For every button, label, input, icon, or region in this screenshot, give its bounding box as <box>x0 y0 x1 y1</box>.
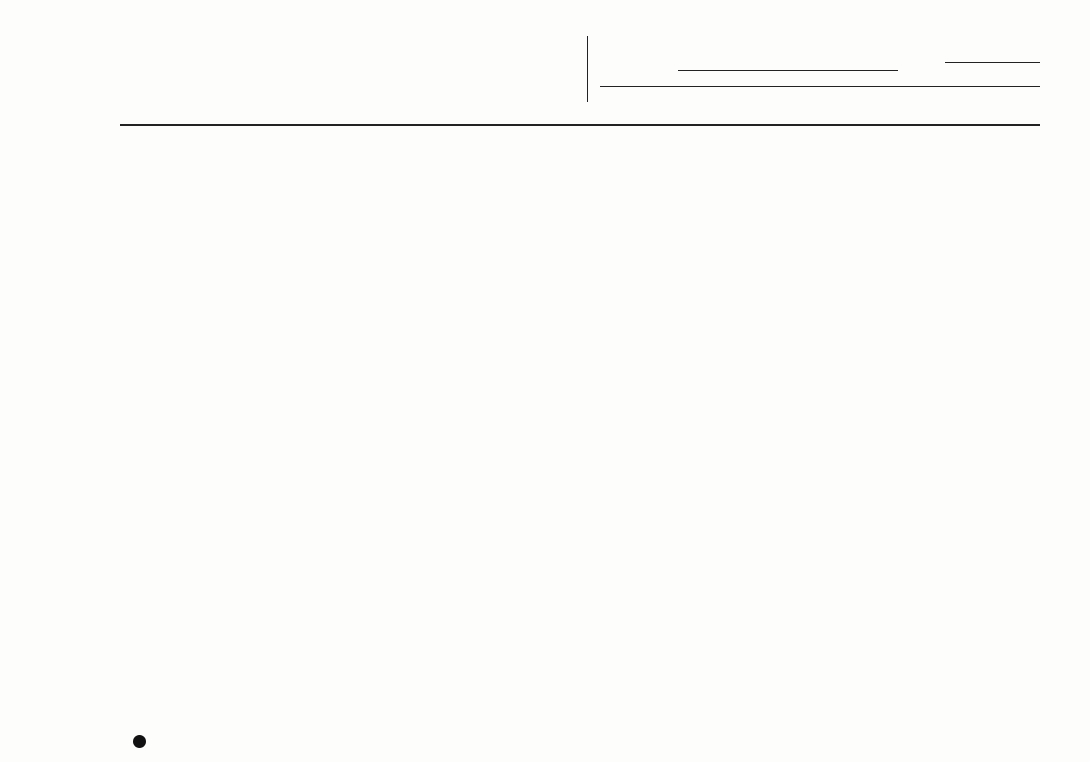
cbs-logo-icon <box>133 735 146 748</box>
